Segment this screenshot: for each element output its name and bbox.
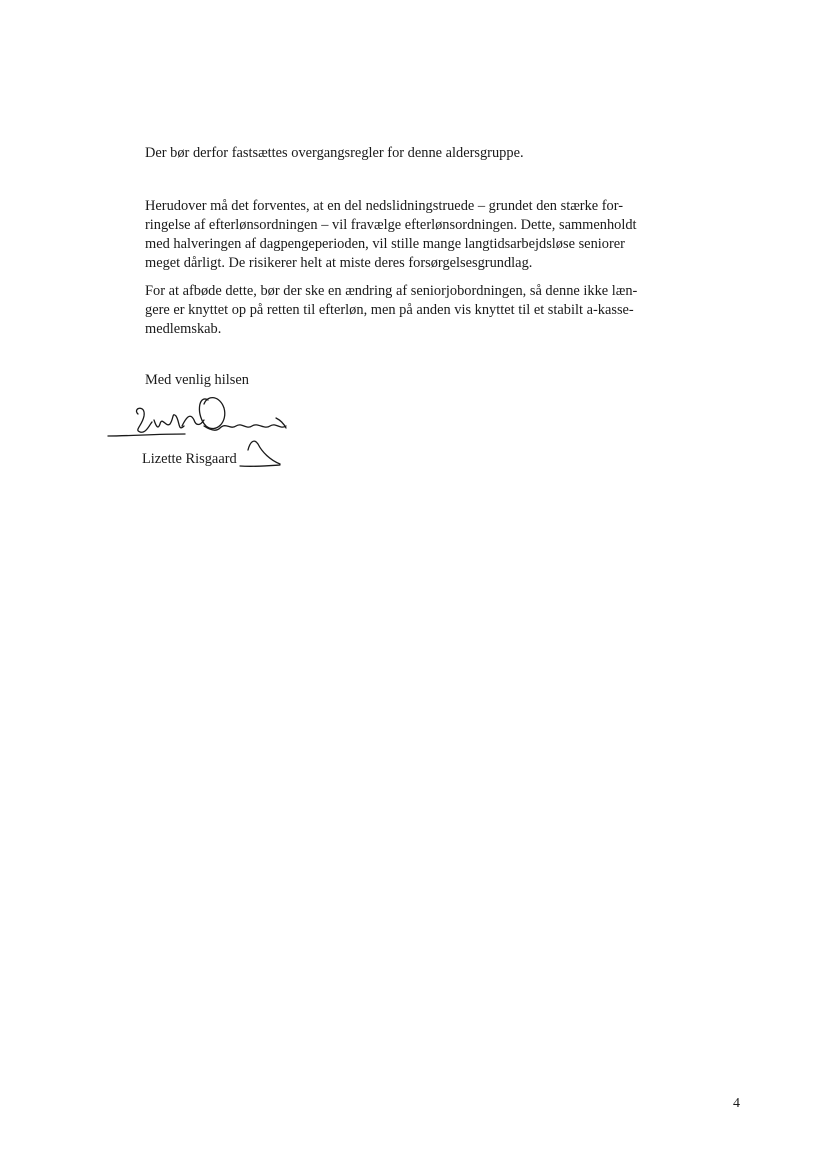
- paragraph-senior-job-proposal: For at afbøde dette, bør der ske en ændring af seniorjobordningen, så denne ikke læn- gere er knyttet op på retten til efterløn, men på anden vis knyttet til et stabilt a-kasse- medlemskab.: [145, 283, 638, 337]
- paragraph-transition-rules: Der bør derfor fastsættes overgangsregler for denne aldersgruppe.: [145, 145, 524, 161]
- paragraph-early-retirement-impact: Herudover må det forventes, at en del nedslidningstruede – grundet den stærke for- ringelse af efterlønsordningen – vil fravælge efterlønsordningen. Dette, sammenholdt med halveringen af dagpengeperioden, vil stille mange langtidsarbejdsløse seniorer meget dårligt. De risikerer helt at miste deres forsørgelsesgrundlag.: [145, 198, 637, 271]
- closing-greeting: Med venlig hilsen: [145, 372, 249, 388]
- page-number: 4: [733, 1096, 740, 1111]
- signer-name: Lizette Risgaard: [142, 451, 237, 467]
